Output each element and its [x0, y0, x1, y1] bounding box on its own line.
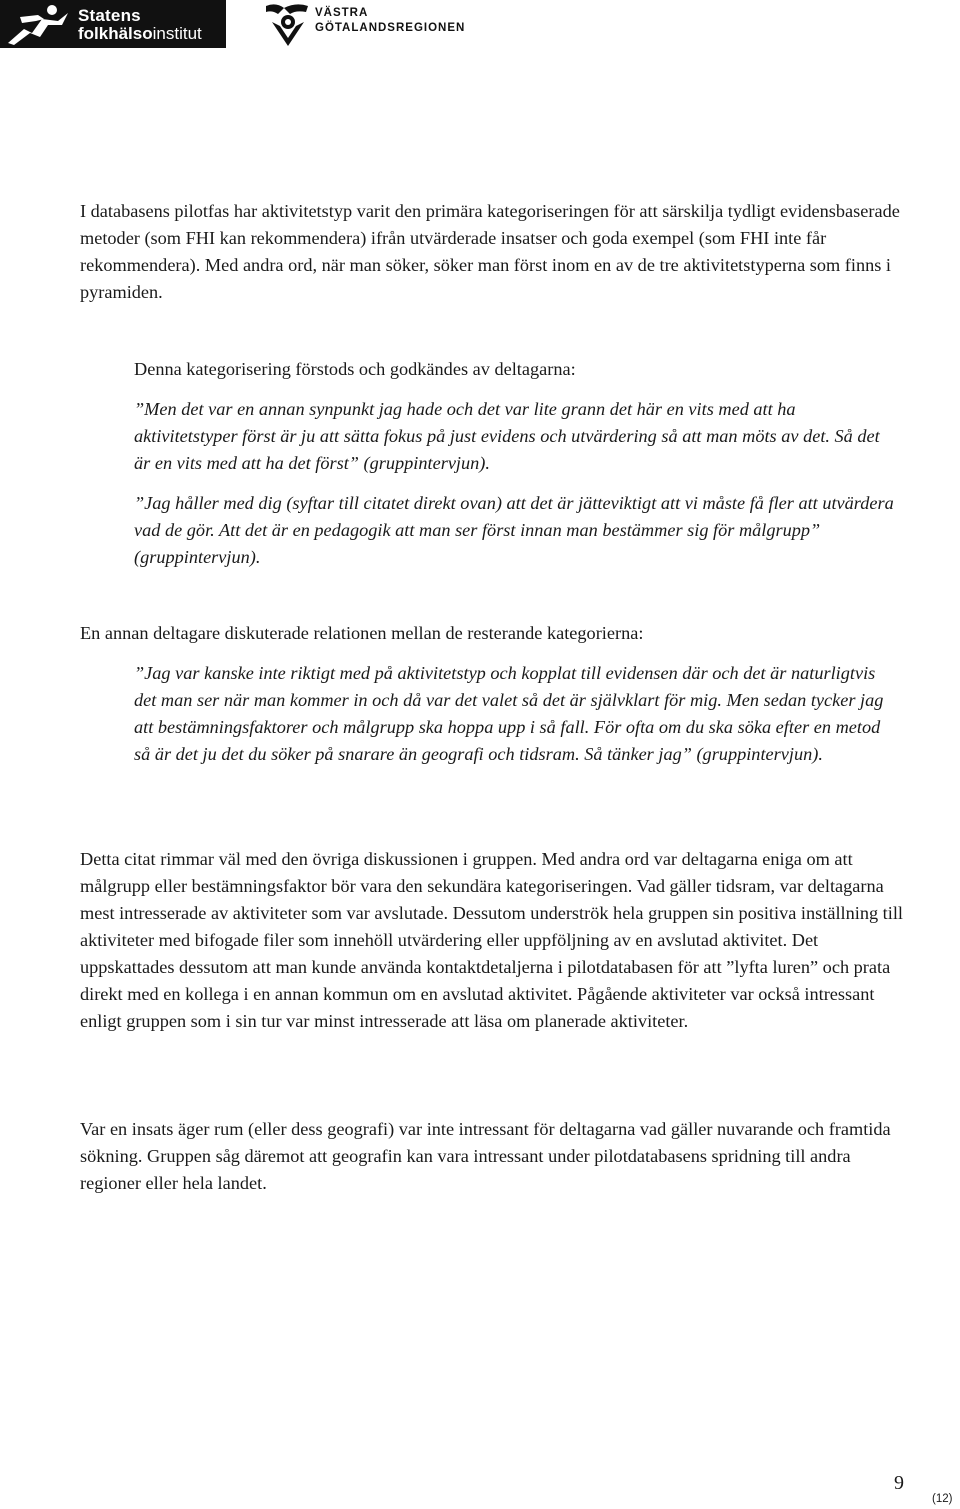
quote-group-interview-3: ”Jag var kanske inte riktigt med på aktivitetstyp och kopplat till evidensen där och det är naturligtvis det man ser när man kommer in och då var det valet så det är självklart för mig. Men sedan tycker jag att bestämningsfaktorer och målgrupp ska hoppa upp i så fall. För ofta om du ska söka efter en metod så är det ju det du söker på snarare än geografi och tidsram. Så tänker jag” (gruppintervjun). [134, 663, 884, 764]
paragraph-pilot-phase: I databasens pilotfas har aktivitetstyp varit den primära kategoriseringen för att särskilja tydligt evidensbaserade metoder (som FHI kan rekommendera) ifrån utvärderade insatser och goda exempel (som FHI inte får rekommendera). Med andra ord, när man söker, söker man först inom en av de tre aktivitetstyperna som finns i pyramiden. [80, 201, 900, 302]
page-header [0, 0, 960, 56]
vgr-emblem-icon [262, 2, 312, 48]
paragraph-geography: Var en insats äger rum (eller dess geografi) var inte intressant för deltagarna vad gäller nuvarande och framtida sökning. Gruppen såg däremot att geografin kan vara intressant under pilotdatabasens spridning till andra regioner eller hela landet. [80, 1119, 891, 1193]
vgr-logo-line2: GÖTALANDSREGIONEN [315, 22, 466, 34]
page-number: 9 [894, 1472, 904, 1494]
fhi-logo [0, 0, 226, 48]
running-figure-icon [2, 3, 72, 45]
vgr-logo-line1: VÄSTRA [315, 7, 369, 19]
vgr-logo [262, 0, 482, 50]
paragraph-categorization-intro: Denna kategorisering förstods och godkändes av deltagarna: [134, 359, 576, 379]
quote-group-interview-1: ”Men det var en annan synpunkt jag hade och det var lite grann det här en vits med att ha aktivitetstyper först är ju att sätta fokus på just evidens och utvärdering så att man möts av det. Så det är en vits med att ha det först” (gruppintervjun). [134, 399, 880, 473]
fhi-logo-line2 [78, 24, 202, 44]
quote-group-interview-2: ”Jag håller med dig (syftar till citatet direkt ovan) att det är jätteviktigt att vi måste få fler att utvärdera vad de gör. Att det är en pedagogik att man ser först innan man bestämmer sig för målgrupp” (gruppintervjun). [134, 493, 894, 567]
fhi-logo-line1: Statens [78, 6, 141, 25]
paragraph-discussion-summary: Detta citat rimmar väl med den övriga diskussionen i gruppen. Med andra ord var deltagarna eniga om att målgrupp eller bestämningsfaktor bör vara den sekundära kategoriseringen. Vad gäller tidsram, var deltagarna mest intresserade av aktiviteter som var avslutade. Dessutom underströk hela gruppen sin positiva inställning till aktiviteter med bifogade filer som innehöll utvärdering eller uppföljning av en avslutad aktivitet. Det uppskattades dessutom att man kunde använda kontaktdetaljerna i pilotdatabasen för att ”lyfta luren” och prata direkt med en kollega i en annan kommun om en avslutad aktivitet. Pågående aktiviteter var också intressant enligt gruppen som i sin tur var minst intresserade att läsa om planerade aktiviteter. [80, 849, 903, 1031]
paragraph-other-participant-intro: En annan deltagare diskuterade relationen mellan de resterande kategorierna: [80, 623, 644, 643]
page-total: (12) [932, 1493, 953, 1505]
fhi-logo-line2-bold: folkhälso [78, 24, 153, 43]
fhi-logo-line2-thin: institut [152, 24, 202, 43]
